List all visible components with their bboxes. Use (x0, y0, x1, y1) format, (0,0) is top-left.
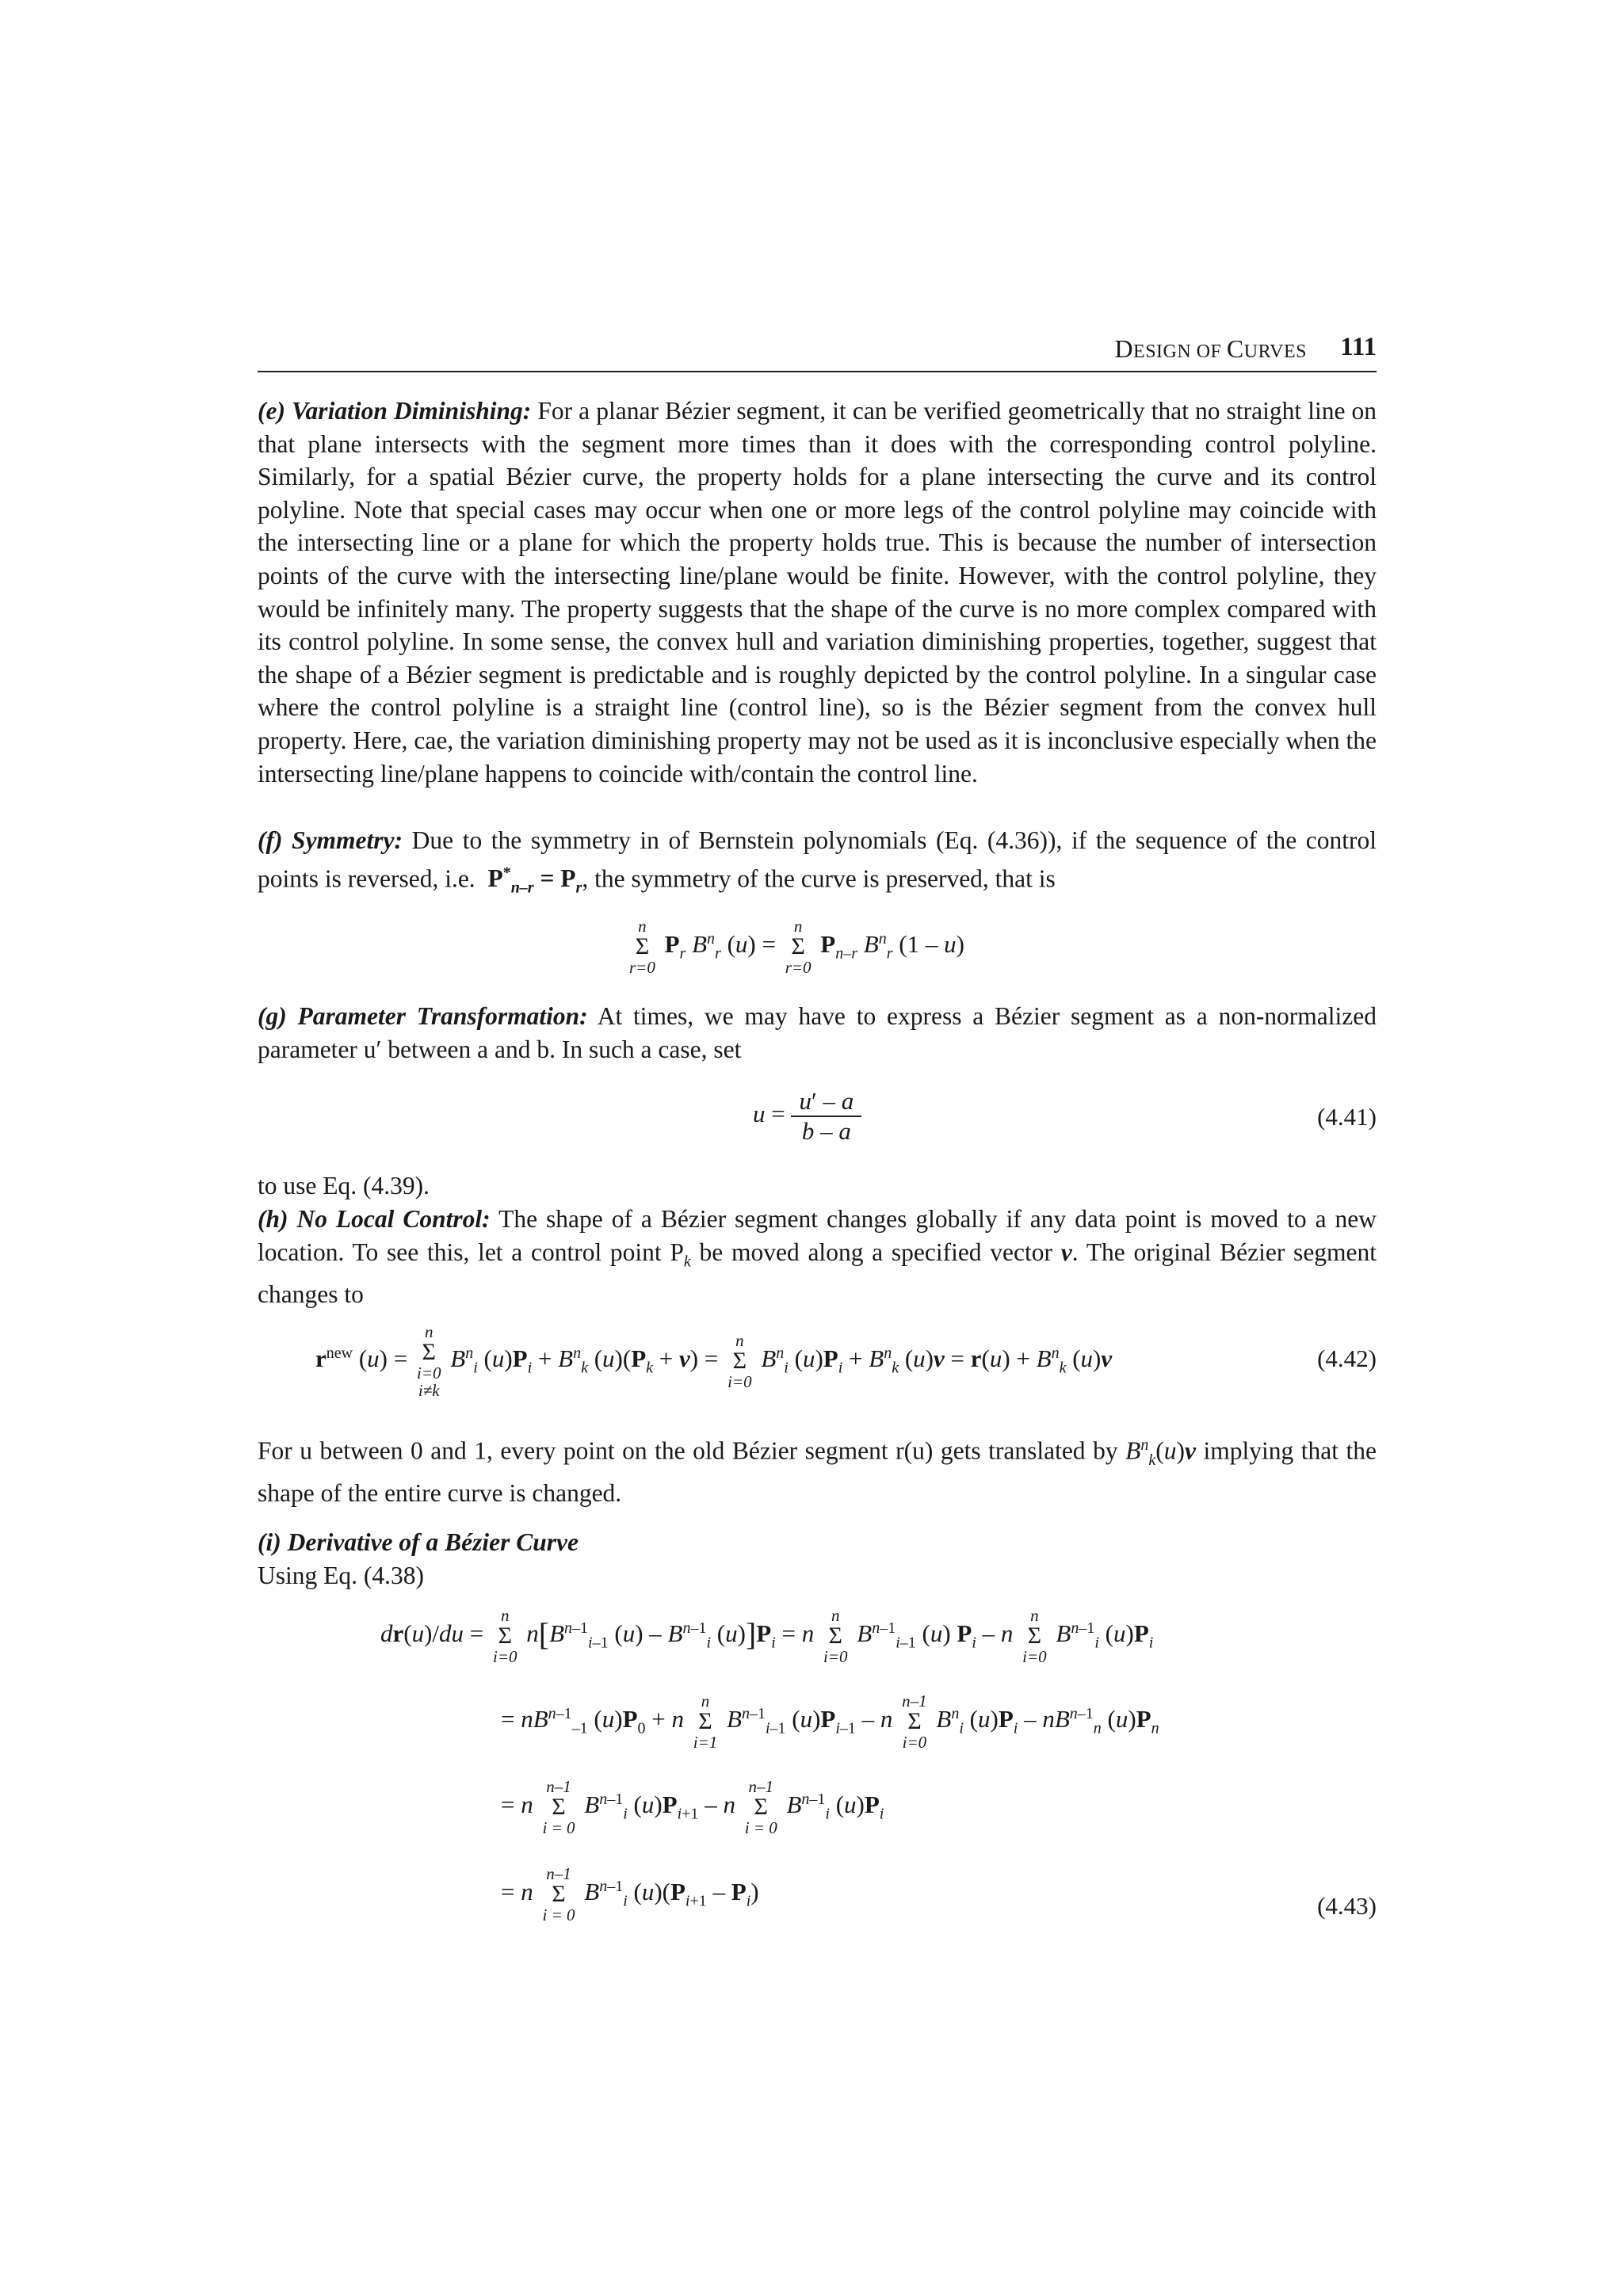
section-i-heading: (i) Derivative of a Bézier Curve (258, 1528, 579, 1556)
section-f-body-2: the symmetry of the curve is preserved, that is (594, 864, 1056, 893)
equation-number-443: (4.43) (1317, 1892, 1377, 1920)
parameter-transform-equation: u = $\frac{u' - a}{b - a}$ (753, 1087, 861, 1146)
section-e (258, 395, 1377, 790)
inline-formula-reversal: $P^*_{n-r} = P_r$ (481, 864, 582, 897)
equation-number-442: (4.42) (1317, 1344, 1377, 1372)
section-h-heading: (h) No Local Control: (258, 1205, 491, 1233)
section-h-body: The shape of a Bézier segment changes globally if any data point is moved to a new location. To see this, let a control point P (258, 1205, 1377, 1266)
section-f-heading: (f) Symmetry: (258, 826, 403, 854)
equation-number-441: (4.41) (1317, 1103, 1377, 1131)
section-g (258, 1000, 1377, 1066)
derivative-equation-line-2: = $nB^{n-1}_{-1}$ $(u)P_0 + n$ n Σ i=1 $B^{n-1}_{i-1}$ $(u)P_{i-1}$ – n n–1 Σ i=0 $B^n_i$ $(u)P_i - nB^{n-1}_n$ $(u)P_n$ (501, 1691, 1159, 1752)
section-f-body-1: Due to the symmetry in of Bernstein polynomials (Eq. (4.36)), if the sequence of the control points is reversed, i.e. (258, 826, 1377, 893)
section-i-body: Using Eq. (4.38) (258, 1561, 424, 1589)
page-number: 111 (1340, 333, 1377, 361)
section-i (258, 1526, 1377, 1592)
derivative-equation-line-1: dr(u)/du = n Σ i=0 $n[B^{n-1}_{i-1}$ $(u) - B^{n-1}_i$ $(u)]P_i = n$ n Σ i=0 $B^{n-1}_{i-1}$ (u) $P_i$ – n n Σ i=0 $B^{n-1}_i$ $(u)P_i$ (380, 1606, 1154, 1666)
running-header (258, 333, 1377, 372)
derivative-equation-line-4: = n n–1 Σ i = 0 $B^{n-1}_i$ $(u)(P_{i+1} - P_i)$ (501, 1864, 759, 1924)
symmetry-equation: n Σ r=0 $P_r$ $B^n_r$ (u) = n Σ r=0 $P_{n-r}$ $B^n_r$ (1 – u) (629, 917, 964, 977)
section-h-after: For u between 0 and 1, every point on the old Bézier segment r(u) gets translated by $B^n_k(u)v$ implying that the shape of the entire curve is changed. (258, 1436, 1377, 1508)
section-e-heading: (e) Variation Diminishing: (258, 397, 532, 425)
section-g-after: to use Eq. (4.39). (258, 1172, 430, 1199)
section-h: (h) No Local Control: The shape of a Bézier segment changes globally if any data point is moved to a new location. To see this, let a control point $P_k$ be moved along a specified vector v. The original Bézier segment changes to (258, 1205, 1377, 1309)
no-local-control-equation: $r^{new}$ (u) = n Σ i=0 i≠k $B^n_i$ $(u)P_i + B^n_k$ $(u)(P_k + v)$ = n Σ i=0 $B^n_i$ $(u)P_i + B^n_k$ $(u)v = r(u) + B^n_k$ (u)v (315, 1322, 1113, 1400)
running-title: DESIGN OF CURVES (1114, 334, 1307, 363)
section-f: (f) Symmetry: Due to the symmetry in of Bernstein polynomials (Eq. (4.36)), if the sequence of the control points is reversed, i.e. $P^*_{n-r} = P_r$, the symmetry of the curve is preserved, that is (258, 826, 1377, 897)
section-e-body: For a planar Bézier segment, it can be verified geometrically that no straight line on that plane intersects with the segment more times than it does with the corresponding control polyline. Similarly, for a spatial Bézier curve, the property holds for a plane intersecting the curve and its control polyline. Note that special cases may occur when one or more legs of the control polyline may coincide with the intersecting line or a plane for which the property holds true. This is because the number of intersection points of the curve with the intersecting line/plane would be finite. However, with the control polyline, they would be infinitely many. The property suggests that the shape of the curve is no more complex compared with its control polyline. In some sense, the convex hull and variation diminishing properties, together, suggest that the shape of a Bézier segment is predictable and is roughly depicted by the control polyline. In a singular case where the control polyline is a straight line (control line), so is the Bézier segment from the convex hull property. Here, cae, the variation diminishing property may not be used as it is inconclusive especially when the intersecting line/plane happens to coincide with/contain the control line. (258, 397, 1377, 788)
section-g-body: At times, we may have to express a Bézier segment as a non-normalized parameter u′ between a and b. In such a case, set (258, 1002, 1377, 1063)
derivative-equation-line-3: = n n–1 Σ i = 0 $B^{n-1}_i$ $(u)P_{i+1}$ – n n–1 Σ i = 0 $B^{n-1}_i$ $(u)P_i$ (501, 1777, 884, 1837)
section-g-heading: (g) Parameter Transformation: (258, 1002, 588, 1030)
